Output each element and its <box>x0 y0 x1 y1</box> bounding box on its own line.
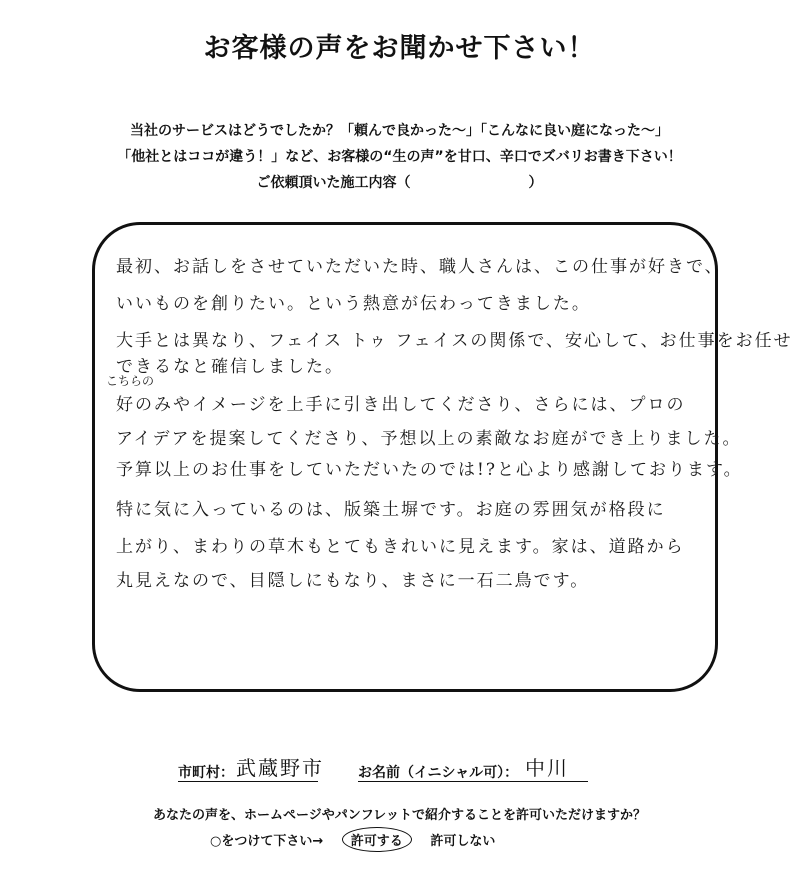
comment-line: 大手とは異なり、フェイス トゥ フェイスの関係で、安心して、お仕事をお任せ <box>116 331 793 351</box>
comment-line: できるなと確信しました。 <box>116 357 344 377</box>
inserted-note: こちらの <box>106 374 155 388</box>
name-underline <box>358 781 588 782</box>
work-content-close: ） <box>528 175 543 191</box>
intro-text <box>0 118 799 196</box>
comment-line: 上がり、まわりの草木もとてもきれいに見えます。家は、道路から <box>116 537 685 557</box>
city-underline <box>178 781 318 782</box>
consent-instruction: ○をつけて下さい→ <box>210 834 324 849</box>
comment-line: 特に気に入っているのは、版築土塀です。お庭の雰囲気が格段に <box>116 500 666 520</box>
form-title: お客様の声をお聞かせ下さい！ <box>203 33 596 64</box>
intro-line-2: 「他社とはココが違う！」など、お客様の“生の声”を甘口、辛口でズバリお書き下さい！ <box>117 149 682 165</box>
allow-option[interactable]: 許可する <box>342 827 412 852</box>
city-label: 市町村： <box>178 765 234 781</box>
comment-line: 最初、お話しをさせていただいた時、職人さんは、この仕事が好きで、 <box>116 257 724 277</box>
comment-line: 予算以上のお仕事をしていただいたのでは!?と心より感謝しております。 <box>116 460 743 480</box>
city-value: 武蔵野市 <box>236 756 324 780</box>
work-content-label: ご依頼頂いた施工内容（ <box>256 175 411 191</box>
deny-option[interactable]: 許可しない <box>430 834 496 849</box>
comment-line: 好のみやイメージを上手に引き出してくださり、さらには、プロの <box>116 395 686 415</box>
comment-line: 丸見えなので、目隠しにもなり、まさに一石二鳥です。 <box>116 571 590 591</box>
comment-line: アイデアを提案してくださり、予想以上の素敵なお庭ができ上りました。 <box>116 429 742 449</box>
comment-line: いいものを創りたい。という熱意が伝わってきました。 <box>116 294 591 314</box>
name-label: お名前（イニシャル可）： <box>358 765 519 781</box>
work-content-line <box>0 170 799 196</box>
name-value: 中川 <box>525 756 569 780</box>
consent-question: あなたの声を、ホームページやパンフレットで紹介することを許可いただけますか？ <box>152 808 647 823</box>
consent-choices <box>210 827 509 852</box>
intro-line-1: 当社のサービスはどうでしたか？「頼んで良かった～」「こんなに良い庭になった～」 <box>130 123 669 139</box>
